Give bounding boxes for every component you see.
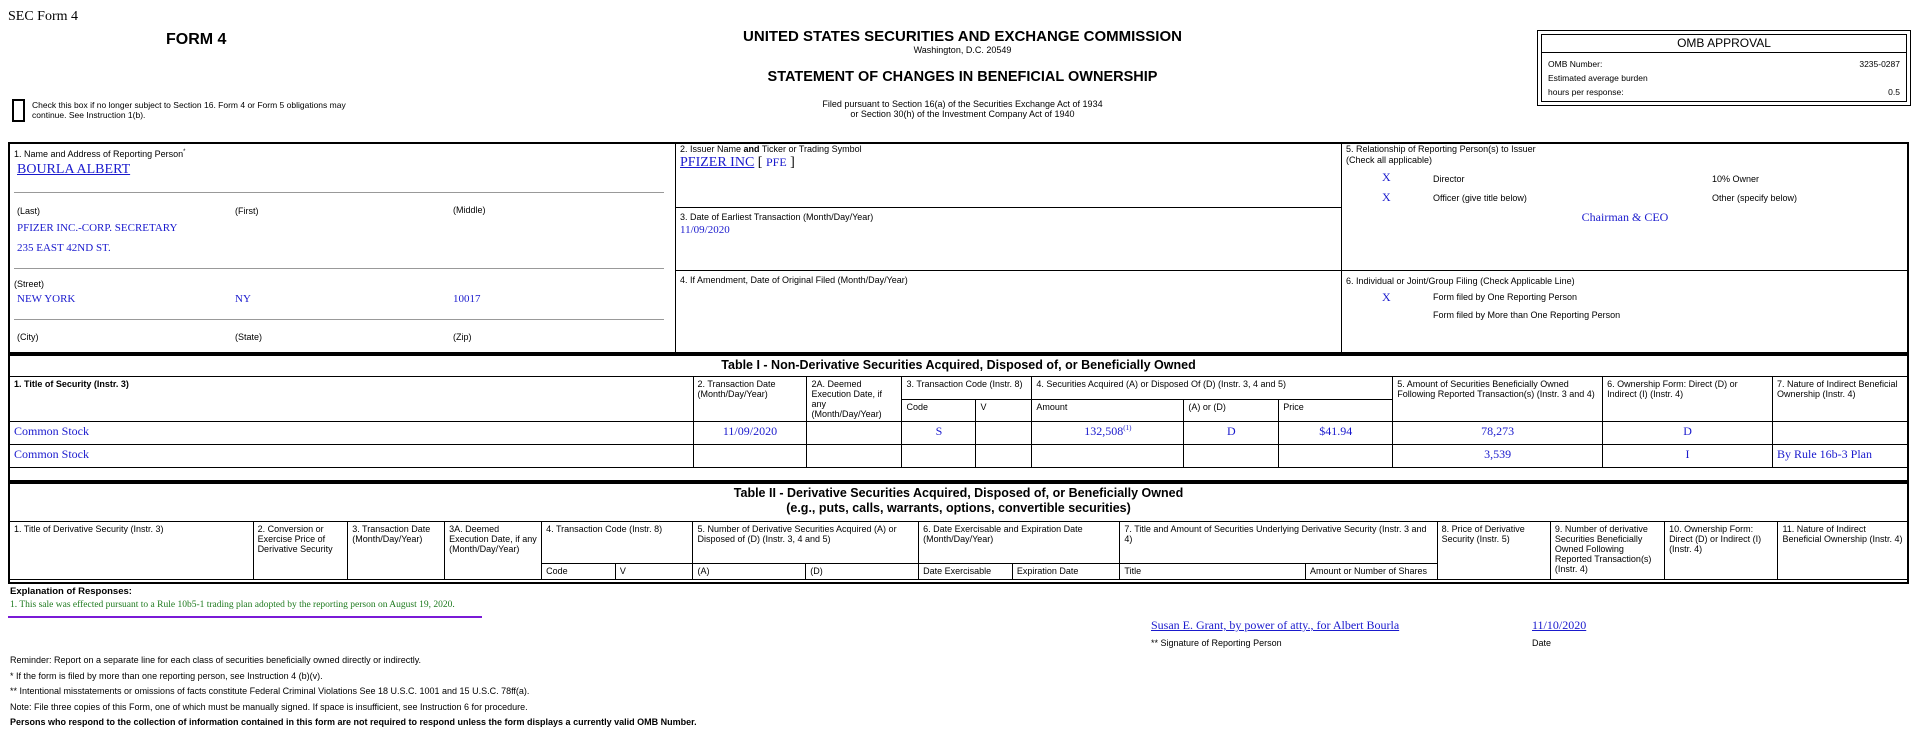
t1-r0-v xyxy=(976,422,1032,445)
t1-h-form: 6. Ownership Form: Direct (D) or Indirect (I) (Instr. 4) xyxy=(1603,377,1773,422)
commission-header xyxy=(640,28,1285,119)
t1-r1-owned: 3,539 xyxy=(1393,445,1603,468)
t1-r0-code: S xyxy=(902,422,976,445)
checkbox-text-line-1: Check this box if no longer subject to Section 16. Form 4 or Form 5 obligations may xyxy=(32,100,346,110)
divider-2-3 xyxy=(675,207,1341,208)
t2-h-code: 4. Transaction Code (Instr. 8) xyxy=(542,522,693,564)
director-label: Director xyxy=(1433,174,1465,184)
middle-label: (Middle) xyxy=(453,205,486,215)
box1-rule-2 xyxy=(14,268,664,269)
omb-approval-box xyxy=(1537,30,1911,106)
footer-line-5: Persons who respond to the collection of information contained in this form are not required to respond unless the form displays a currently valid OMB Number. xyxy=(10,717,697,727)
t1-h-ad-sub: (A) or (D) xyxy=(1184,399,1279,422)
footnote-1: 1. This sale was effected pursuant to a Rule 10b5-1 trading plan adopted by the reporting person on August 19, 2020. xyxy=(10,600,455,610)
signature-date-link[interactable]: 11/10/2020 xyxy=(1532,618,1587,632)
filed-line-1: Filed pursuant to Section 16(a) of the Securities Exchange Act of 1934 xyxy=(822,99,1103,109)
t1-r0-owned: 78,273 xyxy=(1393,422,1603,445)
t1-r0-ad: D xyxy=(1184,422,1279,445)
t1-r0-amount: 132,508 xyxy=(1084,424,1124,438)
footer-line-1: Reminder: Report on a separate line for each class of securities beneficially owned directly or indirectly. xyxy=(10,655,422,665)
ten-pct-owner-label: 10% Owner xyxy=(1712,174,1760,184)
t1-r1-date xyxy=(693,445,807,468)
box2-label-suffix: Ticker or Trading Symbol xyxy=(759,144,862,154)
omb-hours-value: 0.5 xyxy=(1888,87,1900,97)
first-label: (First) xyxy=(235,206,259,216)
reporting-person-name-link[interactable]: BOURLA ALBERT xyxy=(17,162,131,177)
t1-r0-footnote-ref: (1) xyxy=(1123,424,1132,432)
divider-1-2 xyxy=(675,142,676,354)
t2-h-underlying: 7. Title and Amount of Securities Underlying Derivative Security (Instr. 3 and 4) xyxy=(1120,522,1437,564)
earliest-transaction-date: 11/09/2020 xyxy=(680,224,730,236)
box5-label-line-2: (Check all applicable) xyxy=(1346,155,1433,165)
footer-notes xyxy=(10,653,697,731)
one-person-checkmark: X xyxy=(1382,290,1391,304)
footnote-underline xyxy=(8,616,482,618)
box1-rule-1 xyxy=(14,192,664,193)
t2-h-nature: 11. Nature of Indirect Beneficial Ownership (Instr. 4) xyxy=(1778,522,1908,580)
address-line-2: 235 EAST 42ND ST. xyxy=(17,242,111,254)
omb-number-label: OMB Number: xyxy=(1548,59,1603,69)
t1-r1-code xyxy=(902,445,976,468)
sec-form-label: SEC Form 4 xyxy=(8,9,79,24)
t2-h-v-sub: V xyxy=(615,564,693,580)
t2-h-d-sub: (D) xyxy=(806,564,919,580)
omb-number-value: 3235-0287 xyxy=(1859,59,1900,69)
form-title: FORM 4 xyxy=(166,31,227,48)
t1-r1-deemed xyxy=(807,445,902,468)
zip-value: 10017 xyxy=(453,293,481,305)
t1-r1-nature: By Rule 16b-3 Plan xyxy=(1773,445,1908,468)
box1-label-text: 1. Name and Address of Reporting Person xyxy=(14,149,184,159)
ticker-bracket-close: ] xyxy=(790,155,795,170)
t1-r0-form: D xyxy=(1603,422,1773,445)
t1-h-deemed: 2A. Deemed Execution Date, if any (Month/Day/Year) xyxy=(807,377,902,422)
box2-label-prefix: 2. Issuer Name xyxy=(680,144,744,154)
divider-3-4 xyxy=(675,270,1909,271)
table2-title-line-1: Table II - Derivative Securities Acquired, Disposed of, or Beneficially Owned xyxy=(733,486,1184,500)
checkbox-text-line-2: continue. See Instruction 1(b). xyxy=(32,110,146,120)
statement-title: STATEMENT OF CHANGES IN BENEFICIAL OWNERSHIP xyxy=(767,69,1158,85)
city-label: (City) xyxy=(17,332,39,342)
t2-h-shares-sub: Amount or Number of Shares xyxy=(1306,564,1438,580)
t1-r1-price xyxy=(1279,445,1393,468)
omb-title: OMB APPROVAL xyxy=(1542,35,1906,53)
other-label: Other (specify below) xyxy=(1712,193,1798,203)
last-label: (Last) xyxy=(17,206,41,216)
box1-asterisk: * xyxy=(183,149,186,155)
t1-h-v-sub: V xyxy=(976,399,1032,422)
t1-h-date: 2. Transaction Date (Month/Day/Year) xyxy=(693,377,807,422)
one-person-label: Form filed by One Reporting Person xyxy=(1433,292,1578,302)
t1-h-securities: 4. Securities Acquired (A) or Disposed Of (D) (Instr. 3, 4 and 5) xyxy=(1032,377,1393,400)
issuer-line xyxy=(680,155,795,171)
table-row xyxy=(10,445,1908,468)
box1-label xyxy=(14,149,185,159)
box2-label-and: and xyxy=(743,144,760,154)
top-boxes-frame xyxy=(8,142,1909,354)
box5-label-line-1: 5. Relationship of Reporting Person(s) to Issuer xyxy=(1346,144,1536,154)
footer-line-2: * If the form is filed by more than one reporting person, see Instruction 4 (b)(v). xyxy=(10,670,323,681)
filed-line-2: or Section 30(h) of the Investment Company Act of 1940 xyxy=(850,109,1075,119)
t2-h-owned: 9. Number of derivative Securities Beneficially Owned Following Reported Transaction(s) (Instr. 4) xyxy=(1550,522,1664,580)
divider-2-5 xyxy=(1341,142,1342,354)
t2-h-conversion: 2. Conversion or Exercise Price of Derivative Security xyxy=(253,522,348,580)
t2-h-number: 5. Number of Derivative Securities Acquired (A) or Disposed of (D) (Instr. 3, 4 and 5) xyxy=(693,522,919,564)
explanation-label: Explanation of Responses: xyxy=(10,586,132,597)
t1-r0-deemed xyxy=(807,422,902,445)
box2-label xyxy=(680,144,862,154)
issuer-name-link[interactable]: PFIZER INC xyxy=(680,155,755,170)
t1-r1-form: I xyxy=(1603,445,1773,468)
t2-h-deemed: 3A. Deemed Execution Date, if any (Month/Day/Year) xyxy=(445,522,542,580)
commission-title: UNITED STATES SECURITIES AND EXCHANGE COMMISSION xyxy=(743,28,1182,45)
table-row xyxy=(10,422,1908,445)
table1-title: Table I - Non-Derivative Securities Acquired, Disposed of, or Beneficially Owned xyxy=(721,358,1196,372)
table2-title xyxy=(8,486,1909,516)
t2-h-title: 1. Title of Derivative Security (Instr. 3) xyxy=(10,522,254,580)
ticker-bracket-open: [ xyxy=(757,155,763,170)
t2-h-price: 8. Price of Derivative Security (Instr. 5) xyxy=(1437,522,1550,580)
omb-burden-label: Estimated average burden xyxy=(1548,73,1648,83)
table1-grid xyxy=(9,376,1908,468)
t1-h-code-sub: Code xyxy=(902,399,976,422)
state-label: (State) xyxy=(235,332,263,342)
t2-h-code-sub: Code xyxy=(542,564,616,580)
t2-h-exercisable-sub: Date Exercisable xyxy=(919,564,1013,580)
t1-h-owned: 5. Amount of Securities Beneficially Owned Following Reported Transaction(s) (Instr. 3 and 4) xyxy=(1393,377,1603,422)
signature-link[interactable]: Susan E. Grant, by power of atty., for Albert Bourla xyxy=(1151,618,1400,632)
address-line-1: PFIZER INC.-CORP. SECRETARY xyxy=(17,222,178,234)
t2-h-date: 3. Transaction Date (Month/Day/Year) xyxy=(348,522,445,580)
t2-h-expiration-sub: Expiration Date xyxy=(1012,564,1120,580)
t1-r1-v xyxy=(976,445,1032,468)
box6-label: 6. Individual or Joint/Group Filing (Check Applicable Line) xyxy=(1346,276,1575,286)
box4-label: 4. If Amendment, Date of Original Filed (Month/Day/Year) xyxy=(680,275,908,285)
t1-h-code: 3. Transaction Code (Instr. 8) xyxy=(902,377,1032,400)
t1-r0-amount-cell xyxy=(1032,422,1184,445)
t1-r1-ad xyxy=(1184,445,1279,468)
table2-title-line-2: (e.g., puts, calls, warrants, options, convertible securities) xyxy=(786,501,1131,515)
footer-line-4: Note: File three copies of this Form, one of which must be manually signed. If space is insufficient, see Instruction 6 for procedure. xyxy=(10,701,528,712)
signature-date-label: Date xyxy=(1532,638,1552,648)
t1-h-amount-sub: Amount xyxy=(1032,399,1184,422)
director-checkmark: X xyxy=(1382,170,1391,184)
t1-r0-nature xyxy=(1773,422,1908,445)
state-value: NY xyxy=(235,293,251,305)
t1-r1-amount xyxy=(1032,445,1184,468)
section16-checkbox[interactable] xyxy=(12,99,25,122)
street-label: (Street) xyxy=(14,279,45,289)
signature-label: ** Signature of Reporting Person xyxy=(1151,638,1282,648)
officer-label: Officer (give title below) xyxy=(1433,193,1527,203)
table2-grid xyxy=(9,521,1908,580)
more-persons-label: Form filed by More than One Reporting Person xyxy=(1433,310,1621,320)
commission-location: Washington, D.C. 20549 xyxy=(913,45,1012,55)
box3-label: 3. Date of Earliest Transaction (Month/Day/Year) xyxy=(680,212,874,222)
t2-h-exercisable: 6. Date Exercisable and Expiration Date (Month/Day/Year) xyxy=(919,522,1120,564)
officer-title: Chairman & CEO xyxy=(1581,210,1669,224)
t2-h-a-sub: (A) xyxy=(693,564,806,580)
box1-rule-3 xyxy=(14,319,664,320)
t1-r0-price: $41.94 xyxy=(1279,422,1393,445)
t2-h-title-sub: Title xyxy=(1120,564,1306,580)
section16-checkbox-text xyxy=(32,100,346,120)
t1-h-price-sub: Price xyxy=(1279,399,1393,422)
omb-hours-label: hours per response: xyxy=(1548,87,1624,97)
zip-label: (Zip) xyxy=(453,332,472,342)
city-value: NEW YORK xyxy=(17,293,76,305)
t2-h-form: 10. Ownership Form: Direct (D) or Indirect (I) (Instr. 4) xyxy=(1665,522,1778,580)
t1-h-title: 1. Title of Security (Instr. 3) xyxy=(10,377,694,422)
t1-r0-title: Common Stock xyxy=(10,422,694,445)
footer-line-3: ** Intentional misstatements or omissions of facts constitute Federal Criminal Violations See 18 U.S.C. 1001 and 15 U.S.C. 78ff(a). xyxy=(10,686,530,696)
t1-r1-title: Common Stock xyxy=(10,445,694,468)
ticker-link[interactable]: PFE xyxy=(765,155,787,169)
t1-r0-date: 11/09/2020 xyxy=(693,422,807,445)
officer-checkmark: X xyxy=(1382,190,1391,204)
t1-h-nature: 7. Nature of Indirect Beneficial Ownership (Instr. 4) xyxy=(1773,377,1908,422)
box5-label xyxy=(1346,144,1536,166)
